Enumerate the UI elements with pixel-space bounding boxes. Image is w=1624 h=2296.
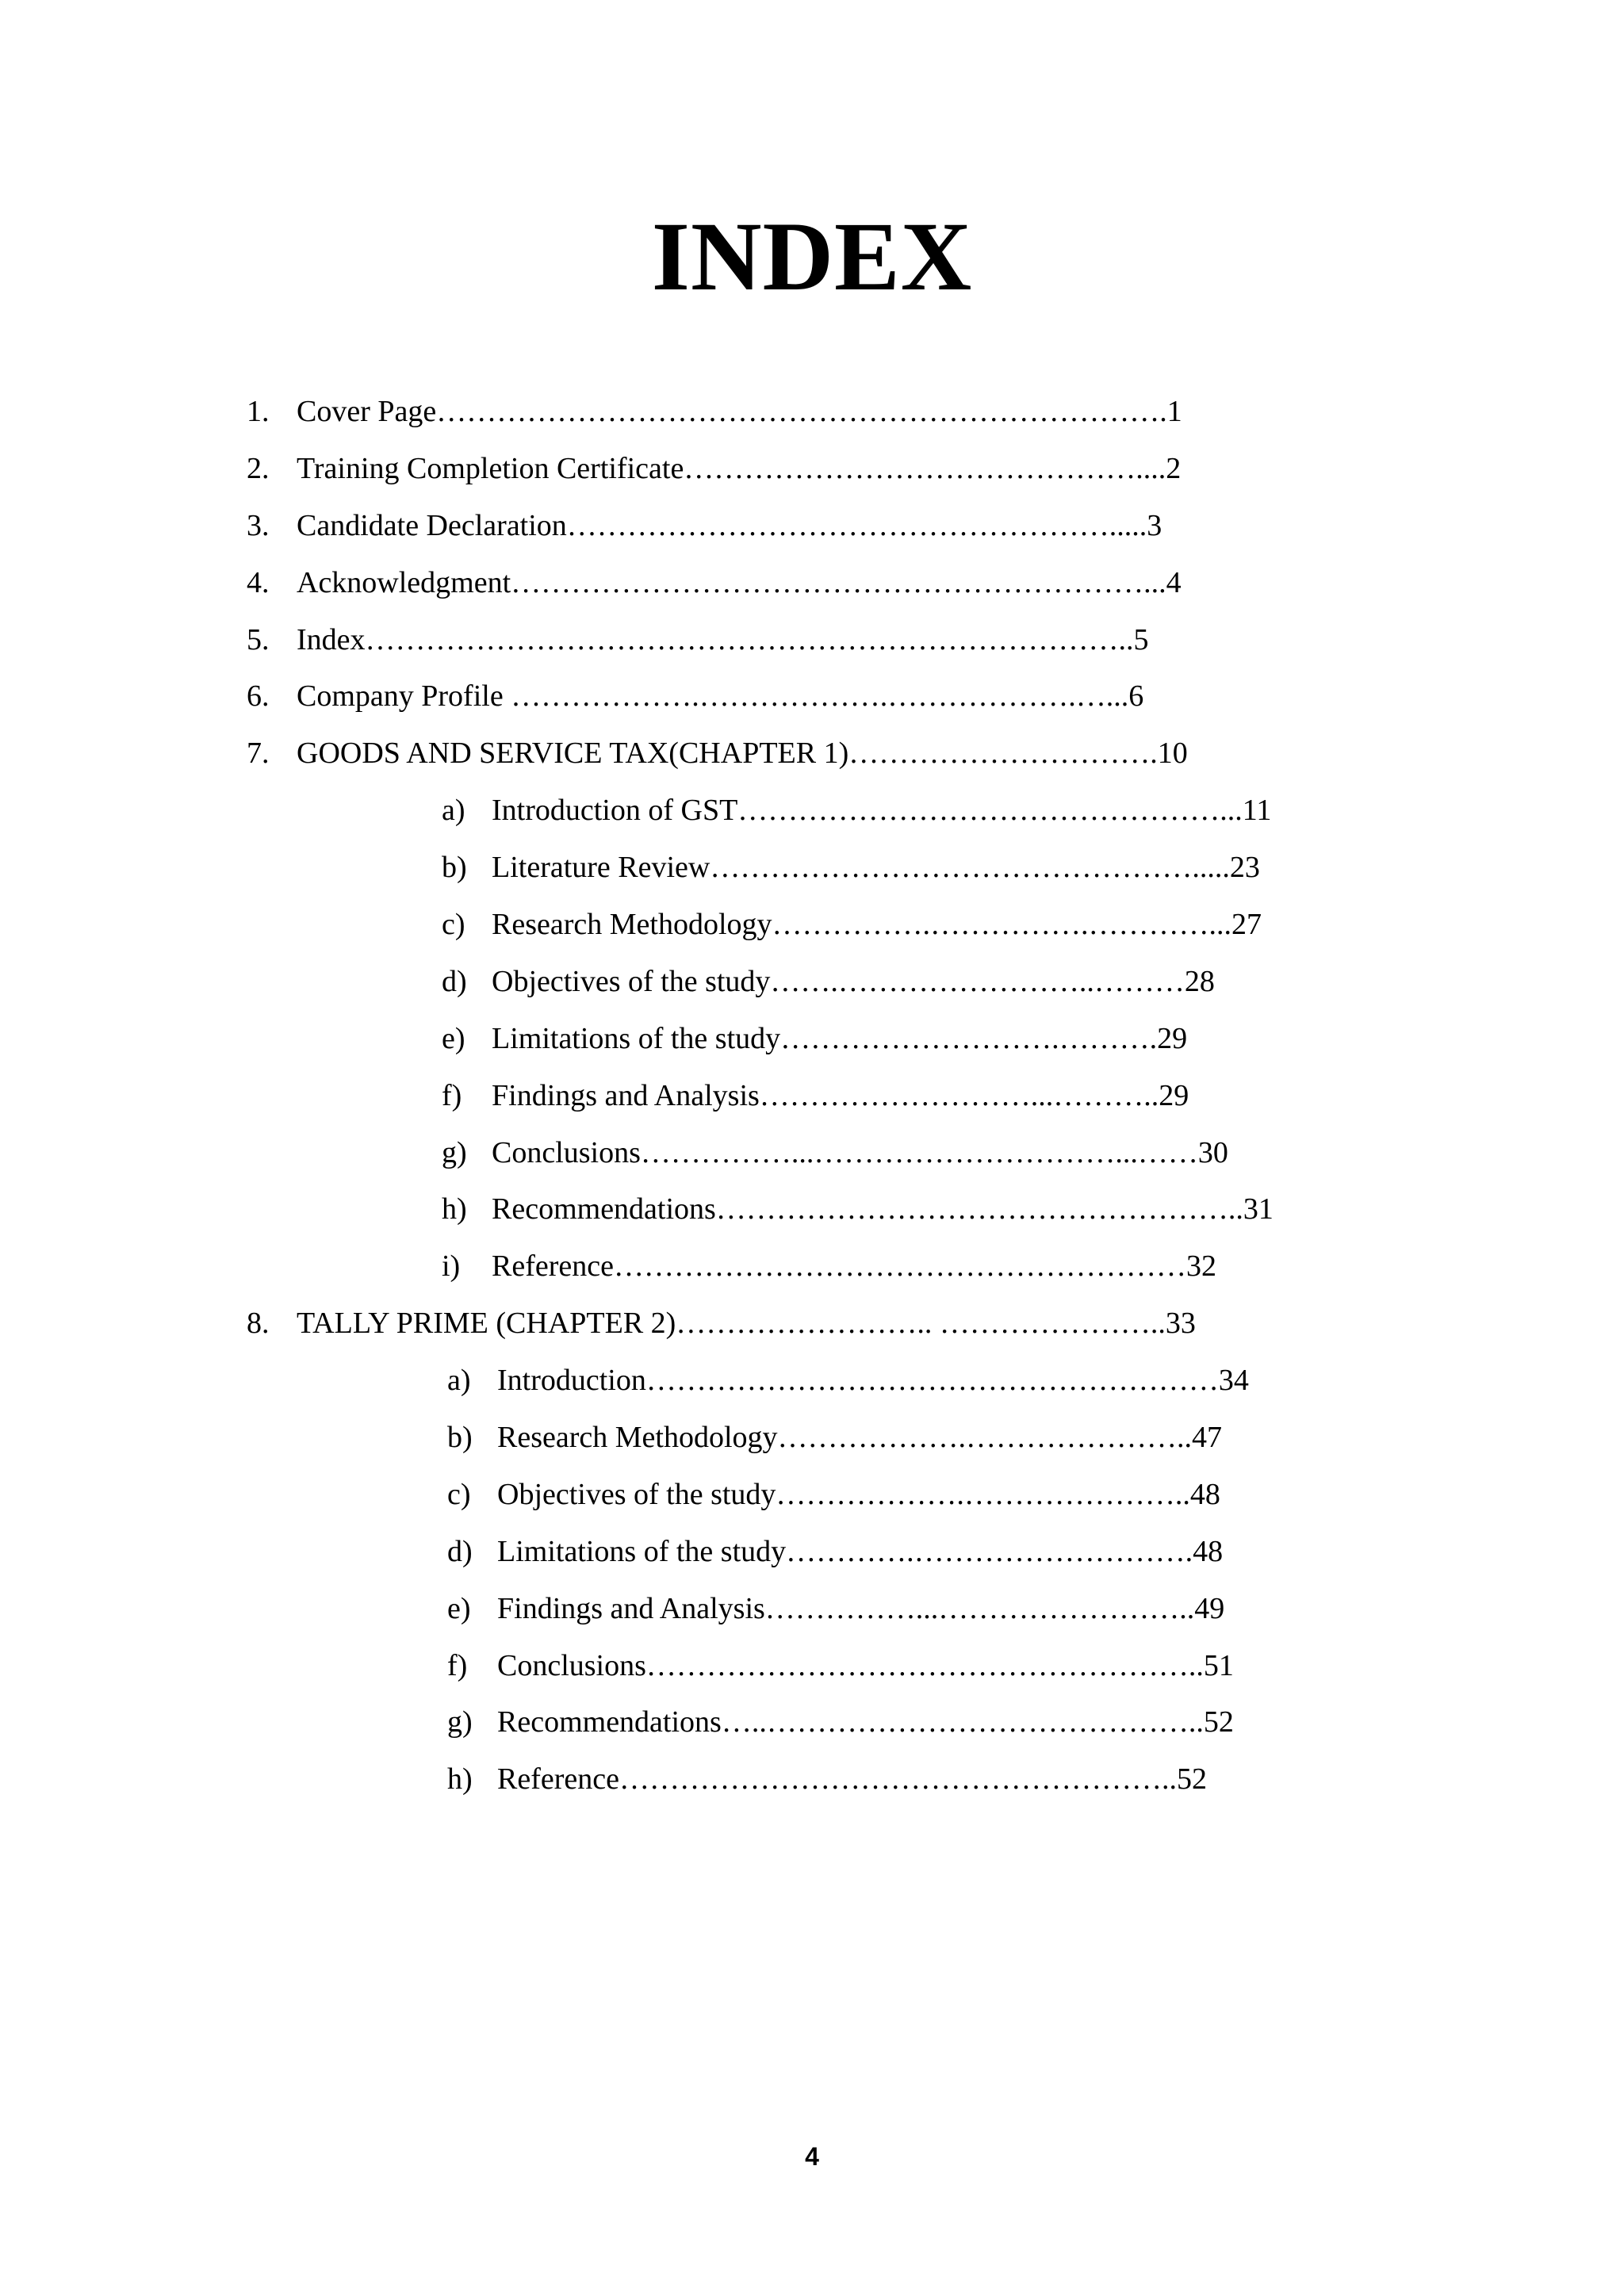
toc-entry-text: Training Completion Certificate………………………………………....2 bbox=[297, 451, 1182, 485]
toc-entry bbox=[0, 441, 1624, 498]
toc-subentry-text: Recommendations……………………………………………..31 bbox=[492, 1192, 1274, 1226]
toc-entry-text: Index…………………………………………………………………..5 bbox=[297, 622, 1149, 656]
toc-subentry-text: Objectives of the study……………….…………………..48 bbox=[497, 1477, 1220, 1511]
toc-subentry-letter: i) bbox=[442, 1249, 461, 1284]
toc-subentry bbox=[0, 840, 1624, 897]
toc-entry-text: Acknowledgment………………………………………………………...4 bbox=[297, 565, 1182, 599]
toc-entry-number: 2. bbox=[247, 451, 270, 485]
toc-subentry-text: Reference…………………………………………………32 bbox=[492, 1249, 1216, 1284]
toc-subentry-text: Limitations of the study……………………….……….29 bbox=[492, 1021, 1188, 1055]
toc-subentry bbox=[0, 954, 1624, 1011]
toc-chapter-entry bbox=[0, 725, 1624, 783]
toc-entry bbox=[0, 555, 1624, 612]
toc-entry bbox=[0, 668, 1624, 725]
toc-subentry-letter: c) bbox=[447, 1477, 471, 1511]
toc-entry-text: GOODS AND SERVICE TAX(CHAPTER 1)………………………….10 bbox=[297, 737, 1188, 771]
toc-subentry-text: Literature Review………………………………………….....23 bbox=[492, 851, 1260, 885]
toc-subentry-letter: d) bbox=[442, 964, 467, 998]
toc-subentry-letter: h) bbox=[442, 1192, 467, 1226]
toc-entry-number: 3. bbox=[247, 508, 270, 542]
toc-entry-text: TALLY PRIME (CHAPTER 2)…………………….. …………………..33 bbox=[297, 1307, 1196, 1341]
toc-subentry-letter: a) bbox=[447, 1364, 471, 1398]
toc-subentry bbox=[0, 1181, 1624, 1238]
toc-subentry-text: Conclusions……………...…………………………...……30 bbox=[492, 1135, 1228, 1169]
toc-entry-text: Company Profile ……………….……………….……………….…...6 bbox=[297, 679, 1144, 714]
toc-subentry-letter: g) bbox=[442, 1135, 467, 1169]
toc-subentry-text: Limitations of the study………….……………………….48 bbox=[497, 1534, 1224, 1568]
toc-subentry-letter: d) bbox=[447, 1534, 473, 1568]
toc-entry-text: Cover Page……………………………………………………………….1 bbox=[297, 395, 1182, 428]
toc-subentry-letter: f) bbox=[447, 1648, 468, 1682]
toc-subentry bbox=[0, 897, 1624, 954]
toc-subentry-text: Research Methodology……………….…………………..47 bbox=[497, 1421, 1223, 1455]
toc-subentry-text: Research Methodology…………….…………….…………...27 bbox=[492, 908, 1262, 942]
toc-subentry-letter: a) bbox=[442, 794, 465, 828]
toc-chapter-entry bbox=[0, 1295, 1624, 1353]
toc-entry-number: 5. bbox=[247, 622, 270, 656]
toc-subentry bbox=[0, 1410, 1624, 1467]
toc-subentry bbox=[0, 1068, 1624, 1125]
toc-subentry-letter: g) bbox=[447, 1705, 473, 1739]
toc-subentry bbox=[0, 1524, 1624, 1581]
toc-subentry-letter: f) bbox=[442, 1078, 462, 1112]
toc-entry-number: 8. bbox=[247, 1307, 270, 1341]
toc-entry-number: 1. bbox=[247, 395, 270, 428]
toc-subentry-letter: e) bbox=[442, 1021, 465, 1055]
toc-subentry bbox=[0, 1638, 1624, 1695]
toc-subentry-letter: e) bbox=[447, 1591, 471, 1625]
toc-subentry-letter: b) bbox=[447, 1421, 473, 1455]
toc-entry-number: 4. bbox=[247, 565, 270, 599]
page-number: 4 bbox=[805, 2142, 819, 2171]
toc-entry bbox=[0, 384, 1624, 441]
toc-subentry-text: Introduction of GST…………………………………………...11 bbox=[492, 794, 1272, 828]
toc-entry-number: 7. bbox=[247, 737, 270, 771]
toc-subentry bbox=[0, 1581, 1624, 1638]
toc-subentry bbox=[0, 783, 1624, 840]
toc-subentry-letter: b) bbox=[442, 851, 467, 885]
toc-subentry-text: Conclusions………………………………………………..51 bbox=[497, 1648, 1234, 1682]
toc-subentry bbox=[0, 1011, 1624, 1068]
toc-subentry bbox=[0, 1467, 1624, 1524]
toc-subentry-text: Reference………………………………………………..52 bbox=[497, 1762, 1207, 1797]
toc-subentry bbox=[0, 1353, 1624, 1410]
toc-subentry-letter: c) bbox=[442, 908, 465, 942]
page-title: INDEX bbox=[651, 202, 973, 311]
toc-entry-number: 6. bbox=[247, 679, 270, 714]
toc-entry bbox=[0, 612, 1624, 669]
toc-subentry-letter: h) bbox=[447, 1762, 473, 1797]
toc-subentry-text: Recommendations…..……………………………………..52 bbox=[497, 1705, 1234, 1739]
toc-subentry bbox=[0, 1238, 1624, 1295]
toc-entry-text: Candidate Declaration……………………………………………….....3 bbox=[297, 508, 1162, 542]
toc-subentry-text: Objectives of the study…….……………………..………28 bbox=[492, 964, 1215, 998]
toc-subentry bbox=[0, 1125, 1624, 1182]
table-of-contents bbox=[0, 384, 1624, 1808]
toc-subentry-text: Findings and Analysis………………………...………..29 bbox=[492, 1078, 1189, 1112]
toc-subentry-text: Findings and Analysis……………...……………………..49 bbox=[497, 1591, 1225, 1625]
toc-subentry bbox=[0, 1694, 1624, 1751]
toc-subentry bbox=[0, 1751, 1624, 1808]
toc-subentry-text: Introduction…………………………………………………34 bbox=[497, 1364, 1249, 1398]
toc-entry bbox=[0, 498, 1624, 555]
